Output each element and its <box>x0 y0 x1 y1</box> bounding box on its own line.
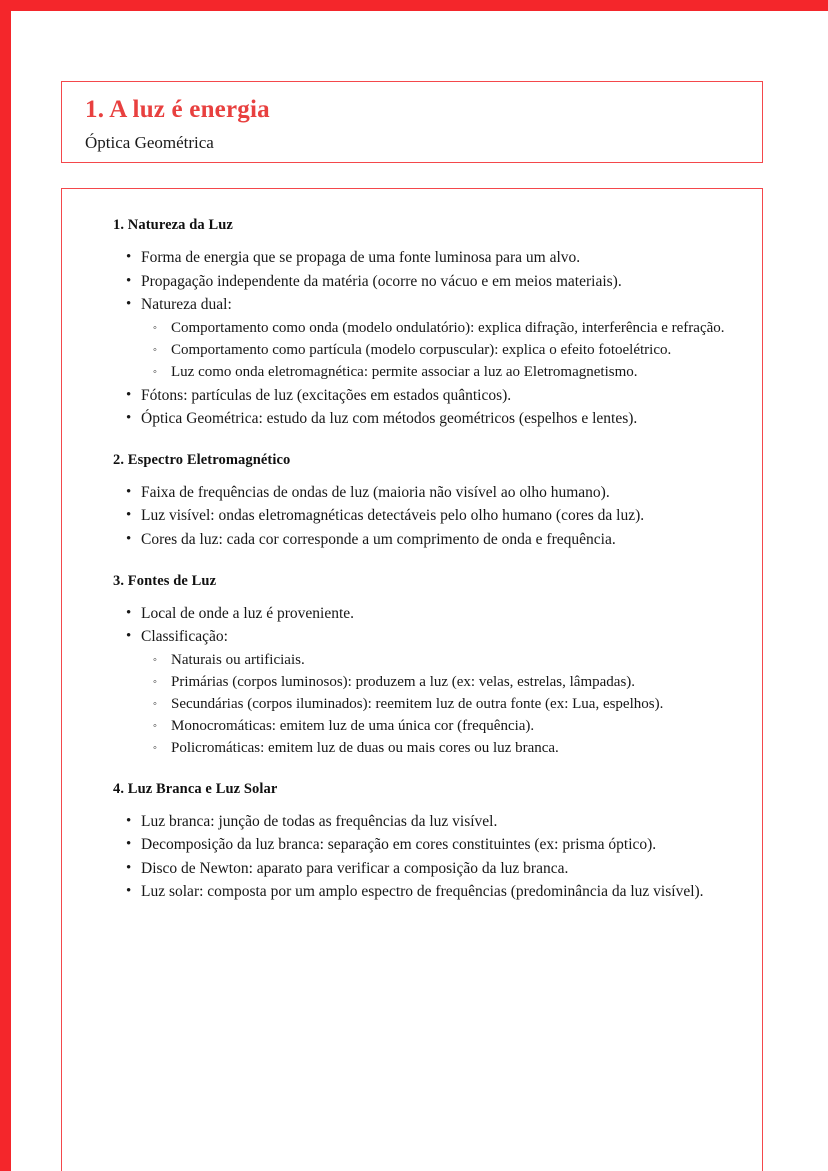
list-item <box>92 272 732 293</box>
bullet-marker-icon: • <box>126 883 132 900</box>
sub-bullet-marker-icon: ◦ <box>153 321 157 334</box>
section-heading: 4. Luz Branca e Luz Solar <box>113 780 278 797</box>
bullet-marker-icon: • <box>126 249 132 265</box>
bullet-marker-icon: • <box>126 410 132 427</box>
list-item <box>92 409 732 430</box>
list-item <box>92 812 732 833</box>
list-item-text: Classificação: <box>141 628 228 646</box>
list-item-text: Decomposição da luz branca: separação em cores constituintes (ex: prisma óptico). <box>141 836 657 854</box>
sub-list-item-text: Secundárias (corpos iluminados): reemitem luz de outra fonte (ex: Lua, espelhos). <box>171 695 664 712</box>
sub-bullet-marker-icon: ◦ <box>153 343 157 356</box>
sub-list-item <box>141 717 732 737</box>
list-item <box>92 248 732 269</box>
list-item-text: Cores da luz: cada cor corresponde a um comprimento de onda e frequência. <box>141 531 616 549</box>
list-item <box>92 627 732 758</box>
list-item <box>92 506 732 527</box>
sub-list-item-text: Monocromáticas: emitem luz de uma única cor (frequência). <box>171 717 535 734</box>
list-item <box>92 295 732 382</box>
bullet-list <box>92 483 732 551</box>
list-item-text: Luz branca: junção de todas as frequências da luz visível. <box>141 812 498 830</box>
sub-list-item <box>141 341 732 361</box>
list-item <box>92 882 732 903</box>
list-item-text: Forma de energia que se propaga de uma fonte luminosa para um alvo. <box>141 249 581 266</box>
sub-bullet-list <box>141 651 732 759</box>
sub-list-item-text: Comportamento como onda (modelo ondulatório): explica difração, interferência e refração. <box>171 319 725 336</box>
outline-section <box>92 217 732 430</box>
list-item-text: Disco de Newton: aparato para verificar a composição da luz branca. <box>141 859 569 877</box>
bullet-list <box>92 604 732 759</box>
page-title: 1. A luz é energia <box>85 96 270 123</box>
bullet-marker-icon: • <box>126 272 132 289</box>
section-heading: 3. Fontes de Luz <box>113 572 217 589</box>
sub-bullet-marker-icon: ◦ <box>153 365 157 378</box>
sub-list-item-text: Policromáticas: emitem luz de duas ou mais cores ou luz branca. <box>171 739 559 756</box>
bullet-marker-icon: • <box>126 296 132 313</box>
sub-bullet-list <box>141 319 732 383</box>
bullet-marker-icon: • <box>126 812 132 829</box>
list-item <box>92 859 732 880</box>
sub-bullet-marker-icon: ◦ <box>153 675 157 688</box>
list-item-text: Local de onde a luz é proveniente. <box>141 604 355 622</box>
sub-list-item <box>141 695 732 715</box>
sub-list-item-text: Naturais ou artificiais. <box>171 651 305 668</box>
sub-bullet-marker-icon: ◦ <box>153 741 157 754</box>
list-item-text: Luz solar: composta por um amplo espectro de frequências (predominância da luz visível). <box>141 883 704 901</box>
bullet-marker-icon: • <box>126 483 132 500</box>
bullet-marker-icon: • <box>126 604 132 621</box>
list-item-text: Propagação independente da matéria (ocorre no vácuo e em meios materiais). <box>141 272 622 290</box>
sub-list-item <box>141 651 732 671</box>
list-item <box>92 835 732 856</box>
sub-list-item-text: Primárias (corpos luminosos): produzem a luz (ex: velas, estrelas, lâmpadas). <box>171 673 636 690</box>
list-item <box>92 483 732 504</box>
list-item-text: Óptica Geométrica: estudo da luz com métodos geométricos (espelhos e lentes). <box>141 410 638 428</box>
bullet-list <box>92 248 732 430</box>
sub-bullet-marker-icon: ◦ <box>153 697 157 710</box>
section-heading: 1. Natureza da Luz <box>113 217 233 233</box>
bullet-marker-icon: • <box>126 836 132 853</box>
outline-section <box>92 573 732 759</box>
sub-list-item-text: Comportamento como partícula (modelo corpuscular): explica o efeito fotoelétrico. <box>171 341 672 358</box>
sub-bullet-marker-icon: ◦ <box>153 653 157 666</box>
left-accent-rail <box>0 11 11 1171</box>
sub-list-item <box>141 319 732 339</box>
sub-bullet-marker-icon: ◦ <box>153 719 157 732</box>
list-item-text: Natureza dual: <box>141 296 232 314</box>
outline-section <box>92 452 732 551</box>
bullet-marker-icon: • <box>126 859 132 876</box>
list-item <box>92 604 732 625</box>
content-card <box>61 188 763 1171</box>
list-item <box>92 386 732 407</box>
document-page <box>11 11 828 1171</box>
top-accent-bar <box>0 0 828 11</box>
list-item-text: Luz visível: ondas eletromagnéticas detectáveis pelo olho humano (cores da luz). <box>141 507 645 525</box>
sub-list-item <box>141 739 732 759</box>
sub-list-item-text: Luz como onda eletromagnética: permite associar a luz ao Eletromagnetismo. <box>171 363 638 380</box>
bullet-marker-icon: • <box>126 628 132 645</box>
sub-list-item <box>141 673 732 693</box>
section-heading: 2. Espectro Eletromagnético <box>113 451 291 468</box>
list-item-text: Faixa de frequências de ondas de luz (maioria não visível ao olho humano). <box>141 483 610 501</box>
page-subtitle: Óptica Geométrica <box>85 133 214 152</box>
bullet-list <box>92 812 732 903</box>
list-item <box>92 530 732 551</box>
title-card <box>61 81 763 163</box>
sections-container <box>92 217 732 903</box>
bullet-marker-icon: • <box>126 386 132 403</box>
sub-list-item <box>141 363 732 383</box>
list-item-text: Fótons: partículas de luz (excitações em estados quânticos). <box>141 386 512 404</box>
bullet-marker-icon: • <box>126 507 132 524</box>
outline-section <box>92 781 732 903</box>
bullet-marker-icon: • <box>126 531 132 548</box>
